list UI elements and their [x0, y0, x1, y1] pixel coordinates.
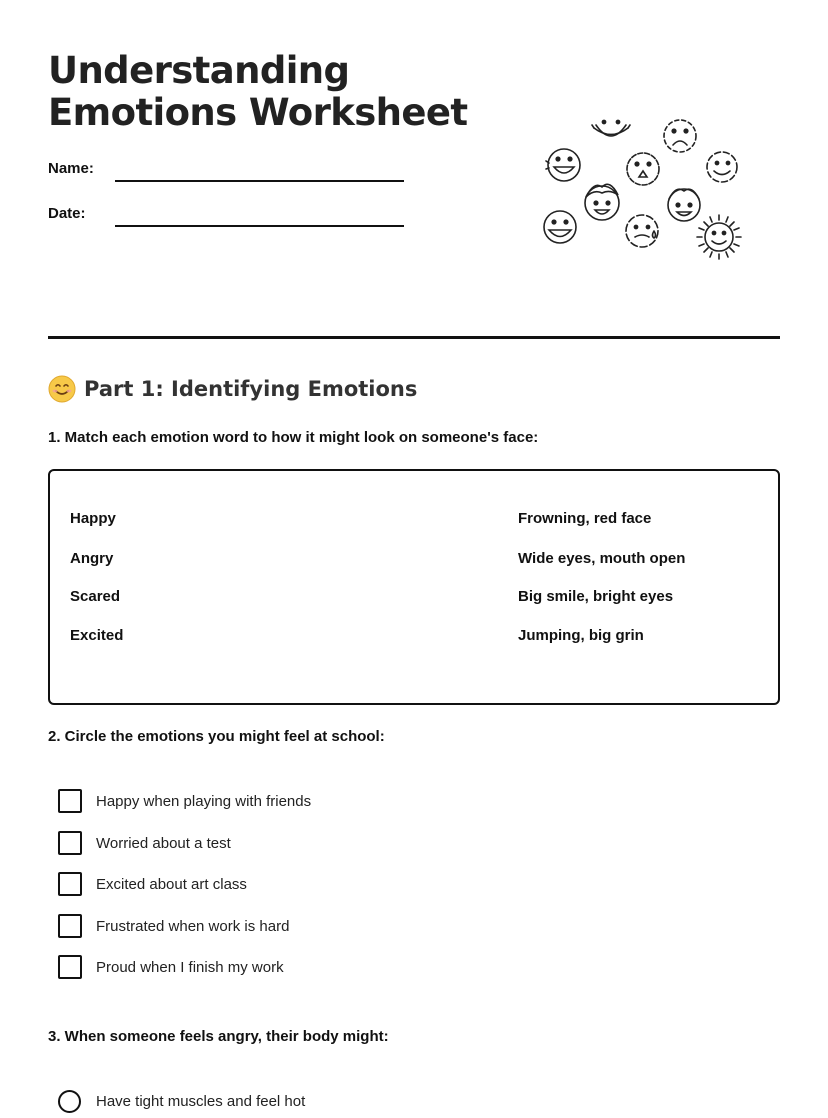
- checkbox-item: [58, 955, 284, 979]
- surprised-face-icon: [627, 153, 659, 185]
- checkbox[interactable]: [58, 955, 82, 979]
- checkbox-label: Proud when I finish my work: [96, 958, 284, 976]
- tear-face-icon: [626, 215, 658, 247]
- radio-item: [58, 1089, 305, 1113]
- question-3-prompt: 3. When someone feels angry, their body might:: [48, 1028, 389, 1045]
- checkbox-label: Frustrated when work is hard: [96, 917, 290, 935]
- radio-button[interactable]: [58, 1090, 81, 1113]
- radio-label: Have tight muscles and feel hot: [96, 1092, 306, 1110]
- face-description[interactable]: Big smile, bright eyes: [518, 588, 674, 605]
- emotion-faces-doodle-icon: [538, 115, 748, 270]
- name-field-row: [48, 160, 408, 190]
- section-divider: [48, 336, 780, 339]
- face-description[interactable]: Jumping, big grin: [518, 627, 644, 644]
- checkbox[interactable]: [58, 872, 82, 896]
- checkbox-label: Excited about art class: [96, 875, 247, 893]
- kid-face-icon: [668, 189, 700, 221]
- title-line-1: Understanding: [48, 49, 350, 92]
- checkbox[interactable]: [58, 914, 82, 938]
- date-label: Date:: [48, 205, 86, 222]
- checkbox[interactable]: [58, 831, 82, 855]
- date-field[interactable]: [115, 225, 404, 227]
- part1-heading: [48, 374, 417, 404]
- part1-title: Part 1: Identifying Emotions: [84, 377, 418, 401]
- emotion-word[interactable]: Excited: [70, 627, 124, 644]
- worried-face-icon: [664, 120, 696, 152]
- name-field[interactable]: [115, 180, 404, 182]
- date-field-row: [48, 205, 408, 235]
- sun-icon: [697, 215, 741, 259]
- checkbox-item: [58, 831, 231, 855]
- smiling-face-emoji-icon: [48, 375, 76, 403]
- laughing-face-icon: [546, 149, 580, 181]
- question-2-prompt: 2. Circle the emotions you might feel at school:: [48, 728, 385, 745]
- checkbox-item: [58, 914, 289, 938]
- title-line-2: Emotions Worksheet: [48, 91, 468, 134]
- boy-face-icon: [585, 184, 619, 220]
- question-1-prompt: 1. Match each emotion word to how it might look on someone's face:: [48, 429, 539, 446]
- matching-box: [48, 469, 780, 705]
- name-label: Name:: [48, 160, 94, 177]
- checkbox-label: Worried about a test: [96, 834, 231, 852]
- worksheet-title: [48, 50, 478, 134]
- big-smile-face-icon: [544, 211, 576, 243]
- checkbox-label: Happy when playing with friends: [96, 792, 312, 810]
- checkbox-item: [58, 789, 311, 813]
- smile-face-icon: [707, 152, 737, 182]
- checkbox[interactable]: [58, 789, 82, 813]
- grin-face-icon: [592, 120, 630, 136]
- face-description[interactable]: Frowning, red face: [518, 510, 652, 527]
- face-description[interactable]: Wide eyes, mouth open: [518, 550, 686, 567]
- emotion-word[interactable]: Angry: [70, 550, 114, 567]
- worksheet-page: [48, 0, 780, 1118]
- emotion-word[interactable]: Happy: [70, 510, 116, 527]
- emotion-word[interactable]: Scared: [70, 588, 121, 605]
- checkbox-item: [58, 872, 247, 896]
